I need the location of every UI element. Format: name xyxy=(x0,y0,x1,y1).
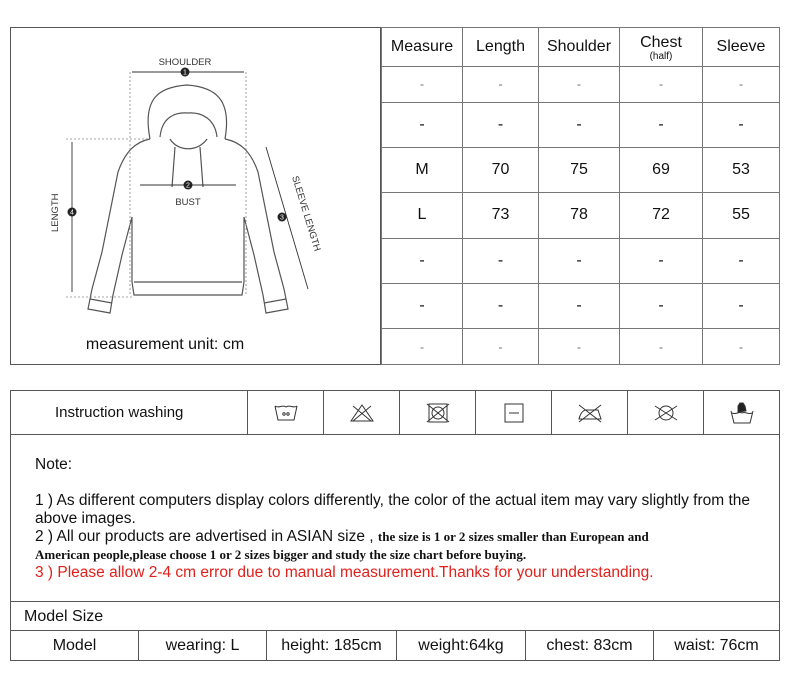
table-cell: - xyxy=(463,283,539,328)
table-row xyxy=(382,148,780,193)
no-dry-clean-icon xyxy=(628,391,704,434)
note-line-2-cont: American people,please choose 1 or 2 sizes bigger and study the size chart before buying. xyxy=(35,547,527,562)
dry-flat-icon xyxy=(476,391,552,434)
table-row xyxy=(382,193,780,238)
model-size-title: Model Size xyxy=(10,601,780,631)
hoodie-illustration xyxy=(10,27,381,365)
table-cell: 69 xyxy=(620,148,703,193)
wash-30-icon xyxy=(248,391,324,434)
table-row xyxy=(382,102,780,147)
table-cell: - xyxy=(620,238,703,283)
model-cell-waist: waist: 76cm xyxy=(674,636,759,654)
measurement-unit: measurement unit: cm xyxy=(85,336,245,353)
table-row xyxy=(382,283,780,328)
header-length: Length xyxy=(463,28,539,67)
model-cell-weight: weight:64kg xyxy=(397,631,526,660)
washing-label: Instruction washing xyxy=(11,391,248,434)
model-cell-label: Model xyxy=(11,631,139,660)
table-cell: 75 xyxy=(539,148,620,193)
table-row xyxy=(382,67,780,103)
table-header-row xyxy=(382,28,780,67)
notes-section xyxy=(10,434,780,602)
table-cell: - xyxy=(463,238,539,283)
table-cell: - xyxy=(463,329,539,365)
marker-1: 1 xyxy=(183,69,187,77)
table-cell: - xyxy=(703,102,780,147)
table-cell: - xyxy=(539,329,620,365)
sleeve-label: SLEEVE LENGTH xyxy=(289,174,323,253)
note-title: Note: xyxy=(35,456,73,473)
model-cell-chest: chest: 83cm xyxy=(526,631,654,660)
no-iron-icon xyxy=(552,391,628,434)
header-measure: Measure xyxy=(382,28,463,67)
model-size-row xyxy=(10,630,780,661)
table-cell: 70 xyxy=(463,148,539,193)
table-cell: - xyxy=(539,102,620,147)
length-label: LENGTH xyxy=(50,193,61,232)
table-cell: M xyxy=(382,148,463,193)
table-cell: - xyxy=(463,67,539,103)
table-cell: - xyxy=(703,238,780,283)
table-cell: - xyxy=(382,67,463,103)
no-tumble-dry-icon xyxy=(400,391,476,434)
marker-3: 3 xyxy=(280,214,284,222)
note-line-3: 3 ) Please allow 2-4 cm error due to manual measurement.Thanks for your understanding. xyxy=(35,564,654,581)
marker-2: 2 xyxy=(186,182,190,190)
washing-instructions-row xyxy=(10,390,780,435)
table-cell: - xyxy=(382,283,463,328)
table-cell: 78 xyxy=(539,193,620,238)
table-cell: 72 xyxy=(620,193,703,238)
table-cell: - xyxy=(703,67,780,103)
header-shoulder: Shoulder xyxy=(539,28,620,67)
table-cell: - xyxy=(382,238,463,283)
size-table xyxy=(381,27,780,365)
table-cell: 53 xyxy=(703,148,780,193)
table-cell: - xyxy=(539,67,620,103)
table-cell: 55 xyxy=(703,193,780,238)
table-cell: - xyxy=(620,283,703,328)
no-bleach-icon xyxy=(324,391,400,434)
note-line-2: 2 ) All our products are advertised in ASIAN size , the size is 1 or 2 sizes smaller than European and xyxy=(35,528,649,545)
table-cell: - xyxy=(539,283,620,328)
model-cell-wearing: wearing: L xyxy=(139,631,267,660)
table-cell: - xyxy=(620,67,703,103)
table-row xyxy=(382,238,780,283)
table-cell: - xyxy=(703,283,780,328)
table-cell: - xyxy=(703,329,780,365)
table-cell: - xyxy=(539,238,620,283)
hand-wash-icon xyxy=(704,391,779,434)
model-cell-height: height: 185cm xyxy=(267,631,397,660)
header-sleeve: Sleeve xyxy=(703,28,780,67)
shoulder-label: SHOULDER xyxy=(158,57,212,68)
header-chest: Chest (half) xyxy=(620,28,703,67)
table-cell: 73 xyxy=(463,193,539,238)
table-cell: - xyxy=(382,102,463,147)
bust-label: BUST xyxy=(175,197,201,208)
table-row xyxy=(382,329,780,365)
table-cell: - xyxy=(620,329,703,365)
note-line-1: 1 ) As different computers display colors differently, the color of the actual item may vary slightly from the above images. xyxy=(35,492,751,527)
table-cell: L xyxy=(382,193,463,238)
hoodie-diagram xyxy=(10,27,380,365)
marker-4: 4 xyxy=(70,209,74,217)
table-cell: - xyxy=(382,329,463,365)
table-cell: - xyxy=(463,102,539,147)
table-cell: - xyxy=(620,102,703,147)
